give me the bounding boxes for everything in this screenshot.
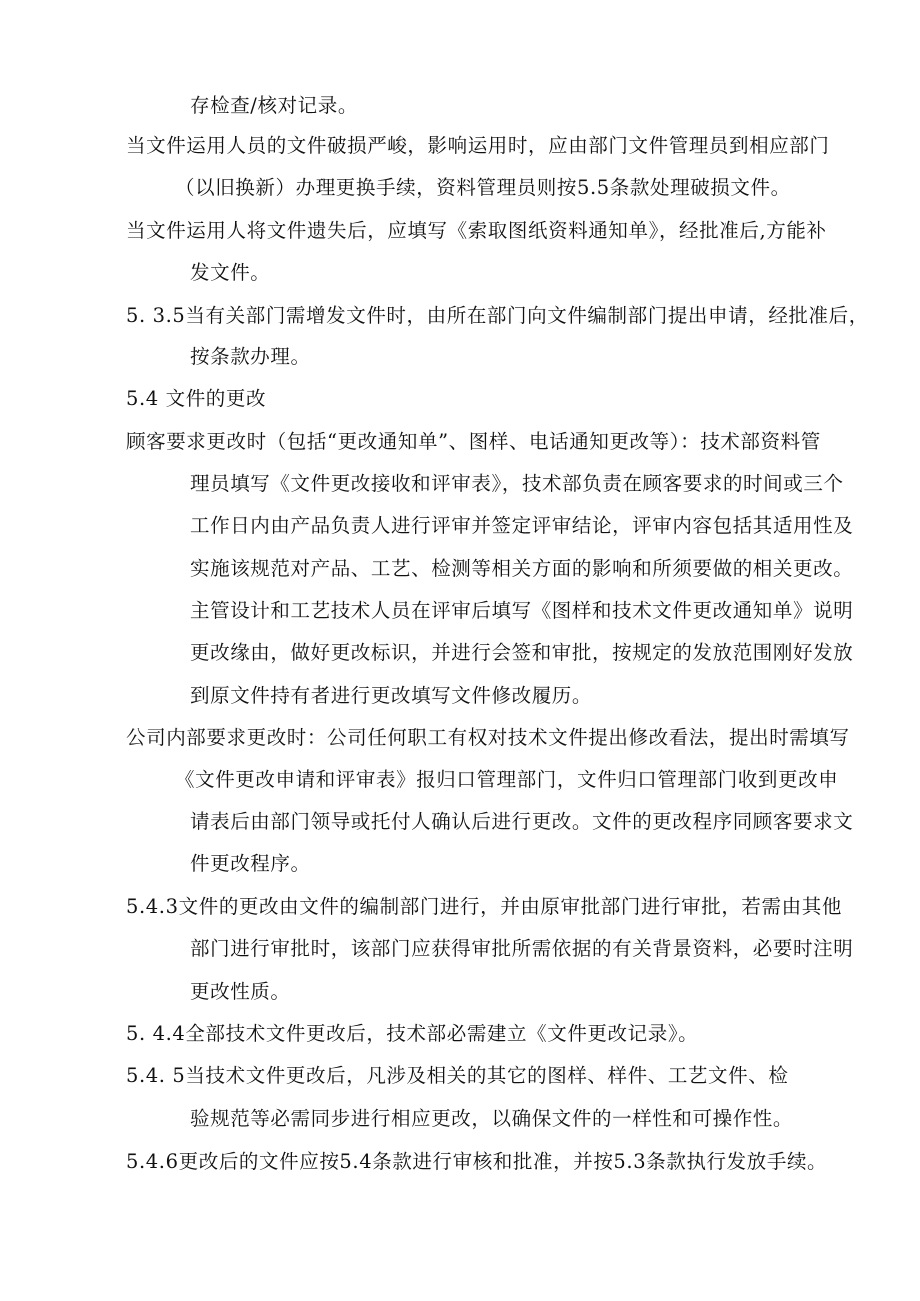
text-line: 到原文件持有者进行更改填写文件修改履历。 bbox=[190, 684, 593, 707]
text-line: 当文件运用人员的文件破损严峻，影响运用时，应由部门文件管理员到相应部门 bbox=[126, 134, 830, 157]
text-line: 5. 4.4全部技术文件更改后，技术部必需建立《文件更改记录》。 bbox=[126, 1022, 699, 1045]
text-line: 5. 3.5当有关部门需增发文件时，由所在部门向文件编制部门提出申请，经批准后， bbox=[126, 304, 869, 327]
section-heading: 5.4 文件的更改 bbox=[126, 387, 267, 410]
text-line: 部门进行审批时，该部门应获得审批所需依据的有关背景资料，必要时注明 bbox=[190, 937, 854, 960]
text-line: 更改缘由，做好更改标识，并进行会签和审批，按规定的发放范围刚好发放 bbox=[190, 641, 854, 664]
text-line: 公司内部要求更改时：公司任何职工有权对技术文件提出修改看法，提出时需填写 bbox=[126, 726, 850, 749]
text-line: 当文件运用人将文件遗失后，应填写《索取图纸资料通知单》，经批准后,方能补 bbox=[126, 219, 827, 242]
text-line: 5.4.3文件的更改由文件的编制部门进行，并由原审批部门进行审批，若需由其他 bbox=[126, 895, 842, 918]
text-line: 5.4. 5当技术文件更改后，凡涉及相关的其它的图样、样件、工艺文件、检 bbox=[126, 1064, 789, 1087]
text-line: 件更改程序。 bbox=[190, 852, 311, 875]
text-line: 《文件更改申请和评审表》报归口管理部门，文件归口管理部门收到更改申 bbox=[175, 768, 839, 791]
text-line: 验规范等必需同步进行相应更改，以确保文件的一样性和可操作性。 bbox=[190, 1107, 794, 1130]
text-line: 工作日内由产品负责人进行评审并签定评审结论，评审内容包括其适用性及 bbox=[190, 514, 854, 537]
text-line: 按条款办理。 bbox=[190, 345, 311, 368]
text-line: 存检查/核对记录。 bbox=[190, 94, 358, 117]
text-line: 发文件。 bbox=[190, 261, 271, 284]
text-line: 顾客要求更改时（包括“更改通知单”、图样、电话通知更改等）：技术部资料管 bbox=[126, 430, 821, 453]
text-line: 请表后由部门领导或托付人确认后进行更改。文件的更改程序同顾客要求文 bbox=[190, 810, 854, 833]
text-line: （以旧换新）办理更换手续，资料管理员则按5.5条款处理破损文件。 bbox=[175, 176, 791, 199]
text-line: 主管设计和工艺技术人员在评审后填写《图样和技术文件更改通知单》说明 bbox=[190, 599, 854, 622]
text-line: 理员填写《文件更改接收和评审表》，技术部负责在顾客要求的时间或三个 bbox=[190, 472, 844, 495]
text-line: 5.4.6更改后的文件应按5.4条款进行审核和批准，并按5.3条款执行发放手续。 bbox=[126, 1150, 828, 1173]
text-line: 实施该规范对产品、工艺、检测等相关方面的影响和所须要做的相关更改。 bbox=[190, 557, 854, 580]
text-line: 更改性质。 bbox=[190, 980, 291, 1003]
